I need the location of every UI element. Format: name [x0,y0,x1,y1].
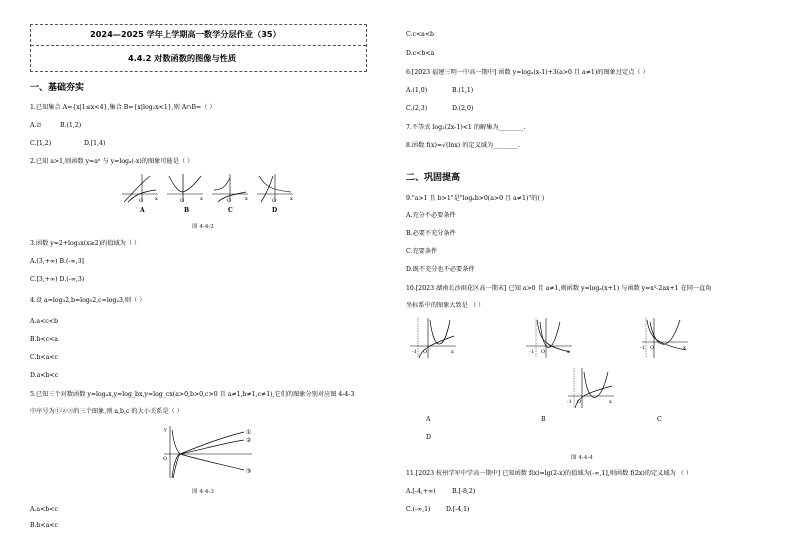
q1-option-a: A.∅ [30,122,42,129]
section-basic: 一、基础夯实 [30,83,85,93]
q9-option-a: A.充分不必要条件 [406,212,456,219]
svg-text:y: y [164,427,167,433]
q11-option-b: B.[-8,2) [452,488,476,495]
q4-option-b: B.b<c<a [30,336,58,343]
svg-text:x: x [451,349,454,355]
worksheet-title: 2024—2025 学年上学期高一数学分层作业（35） [90,29,281,39]
question-10-line-1: 10.[2023 湖南长沙雨花区高一期末] 已知 a>0 且 a≠1,则函数 y=logₐ(x+1) 与函数 y=x²-2ax+1 在同一直角 [406,285,712,292]
graph-d [257,174,293,204]
curve-label-2: ② [246,437,252,444]
graph-a-label: A [140,207,145,212]
svg-text:O: O [541,349,546,355]
q11-option-c: C.(-∞,1) [406,506,431,513]
svg-text:-1: -1 [640,345,645,351]
q6-option-d: D.(2,0) [452,105,474,112]
graph-10-c-label: C [657,416,662,423]
q9-option-c: C.充要条件 [406,248,438,255]
q3-options-cd: C.[3,+∞) D.(-∞,3) [30,276,85,283]
curve-label-1: ① [246,429,252,436]
q4-option-d: D.a<b<c [30,372,59,379]
svg-text:-1: -1 [567,399,572,405]
figure-4-4-2 [120,172,300,212]
q5-option-a: A.a<b<c [30,506,58,513]
q1-option-c: C.[1,2) [30,140,52,147]
svg-text:x: x [609,399,612,405]
svg-text:O: O [139,198,144,204]
question-11: 11.[2023 杭州学军中学高一期中] 已知函数 f(x)=lg(2-x)的值域为(-∞,1],则函数 f(2x)的定义域为 （ ） [406,470,693,477]
graph-10-a-label: A [426,416,431,423]
graph-10-d [566,366,616,410]
question-1: 1.已知集合 A={x|1≤x<4},集合 B={x|log₂x<1},则 A∩B=（ ） [30,104,216,111]
graph-10-d-label: D [426,434,431,441]
q6-option-b: B.(1,1) [452,87,474,94]
question-3: 3.函数 y=2+log₃x(x≥2)的值域为（ ） [30,240,141,247]
figure-4-4-3-caption: 图 4-4-3 [192,489,214,495]
q1-option-b: B.(1,2) [60,122,82,129]
figure-4-4-3 [160,424,260,480]
svg-text:O: O [180,198,185,204]
question-4: 4.设 a=log₃2,b=log₅2,c=log₂3,则（ ） [30,297,146,304]
q5-option-b: B.b<a<c [30,522,58,529]
graph-c-label: C [228,207,233,212]
graph-b [167,174,203,204]
graph-10-a [408,316,458,360]
svg-text:-1: -1 [412,349,417,355]
figure-4-4-2-caption: 图 4-4-2 [192,224,214,230]
question-2: 2.已知 a>1,则函数 y=aˣ 与 y=logₐ(-x)的图象可能是（ ） [30,158,194,165]
graph-d-label: D [272,207,278,212]
question-5-line-1: 5.已知三个对数函数 y=logₐx,y=log_bx,y=log_cx(a>0,b>0,c>0 且 a≠1,b≠1,c≠1),它们的图象分别对应图 4-4-3 [30,391,355,398]
curve-label-3: ③ [246,468,252,475]
svg-text:x: x [245,196,248,202]
svg-text:x: x [200,196,203,202]
q4-option-a: A.a<c<b [30,318,58,325]
q11-option-d: D.[-4,1) [446,506,470,513]
q6-option-c: C.(2,3) [406,105,428,112]
svg-text:x: x [683,345,686,351]
question-6: 6.[2023 福建三明一中高一期中] 函数 y=logₐ(x-1)+3(a>0 且 a≠1)的图象过定点（ ） [406,69,649,76]
graph-c [212,174,248,204]
graph-10-c [640,316,690,360]
svg-text:O: O [577,399,582,405]
question-9: 9."a>1 且 b>1"是"logₐb>0(a>0 且 a≠1)"的( ) [406,195,545,202]
question-7: 7.不等式 log₂(2x-1)<1 的解集为________. [406,124,526,131]
graph-10-b [524,316,574,360]
graph-10-b-label: B [541,416,546,423]
section-consolidate: 二、巩固提高 [406,173,461,183]
q4-option-c: C.b<a<c [30,354,58,361]
graph-a [122,174,158,204]
svg-text:-1: -1 [529,349,534,355]
graph-b-label: B [184,207,190,212]
question-5-line-2: 中序号为①②③的三个图象,则 a,b,c 的大小关系是（ ） [30,408,183,415]
svg-text:O: O [650,345,655,351]
svg-text:O: O [272,198,277,204]
svg-text:O: O [227,198,232,204]
q9-option-b: B.必要不充分条件 [406,230,456,237]
svg-text:x: x [290,196,293,202]
q9-option-d: D.既不充分也不必要条件 [406,266,475,273]
q5-option-d: D.c<b<a [406,50,435,57]
figure-4-4-4-caption: 图 4-4-4 [571,455,593,461]
lesson-subtitle: 4.4.2 对数函数的图像与性质 [128,53,237,63]
q1-option-d: D.[1,4) [84,140,106,147]
svg-text:x: x [155,196,158,202]
svg-text:O: O [163,456,168,462]
svg-text:x: x [567,349,570,355]
question-8: 8.函数 f(x)=√(lnx) 的定义域为________. [406,142,520,149]
svg-text:O: O [423,349,428,355]
q11-option-a: A.[-4,+∞) [406,488,436,495]
header-divider [31,45,366,46]
q6-option-a: A.(1,0) [406,87,428,94]
q3-options-ab: A.(3,+∞) B.(-∞,3] [30,258,84,265]
q5-option-c: C.c<a<b [406,31,434,38]
question-10-line-2: 坐标系中的图象大致是 （ ） [406,302,485,309]
